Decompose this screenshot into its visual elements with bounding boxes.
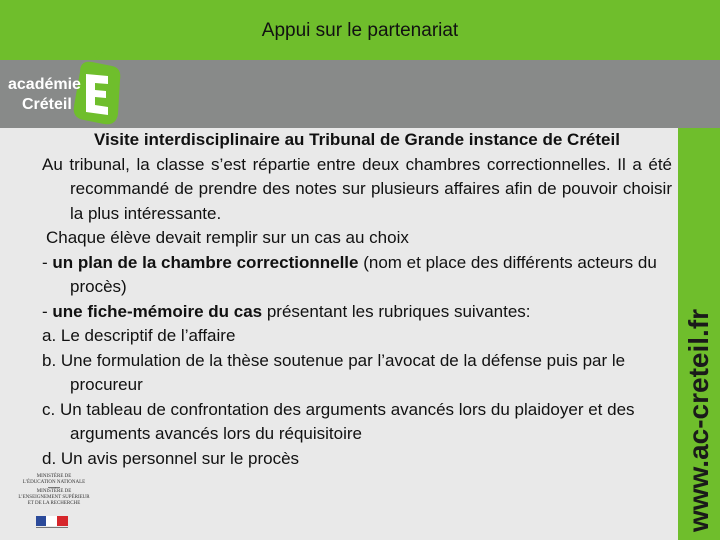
item1-rest: (nom et place des différents acteurs du procès) xyxy=(70,252,657,296)
item2-bold: une fiche-mémoire du cas xyxy=(52,301,263,321)
logo-line1: académie xyxy=(8,76,81,93)
ministry-line4: L’ENSEIGNEMENT SUPÉRIEUR xyxy=(18,495,90,500)
side-url xyxy=(678,128,720,540)
item2-rest: présentant les rubriques suivantes: xyxy=(262,301,531,321)
academie-creteil-logo xyxy=(0,52,150,128)
ministry-line5: ET DE LA RECHERCHE xyxy=(27,501,81,506)
ministry-divider xyxy=(48,487,60,488)
list-item-plan xyxy=(42,251,672,300)
item1-bold: un plan de la chambre correctionnelle xyxy=(52,252,359,272)
task-line: Chaque élève devait remplir sur un cas au choix xyxy=(46,228,409,247)
ministry-logo xyxy=(10,474,98,507)
item1-dash: - xyxy=(42,252,53,272)
logo-line2: Créteil xyxy=(22,96,72,113)
marianne-flag-icon xyxy=(36,516,68,530)
rubric-d: d. Un avis personnel sur le procès xyxy=(42,448,300,468)
rubric-a: a. Le descriptif de l’affaire xyxy=(42,326,236,345)
ministry-line2: L’ÉDUCATION NATIONALE xyxy=(22,480,86,485)
ministry-line1: MINISTÈRE DE xyxy=(36,474,72,479)
intro-paragraph: Au tribunal, la classe s’est répartie entre deux chambres correctionnelles. Il a été recommandé de prendre des notes sur plusieurs affaires afin de pouvoir choisir la plus intéressante. xyxy=(42,154,672,223)
side-url-text: www.ac-creteil.fr xyxy=(683,308,714,532)
content-heading: Visite interdisciplinaire au Tribunal de Grande instance de Créteil xyxy=(94,130,620,149)
rubric-c: c. Un tableau de confrontation des arguments avancés lors du plaidoyer et des arguments avancés lors du réquisitoire xyxy=(42,399,635,443)
content-body xyxy=(42,128,672,471)
list-item-fiche xyxy=(42,300,672,325)
slide-title: Appui sur le partenariat xyxy=(261,20,459,41)
rubric-b: b. Une formulation de la thèse soutenue par l’avocat de la défense puis par le procureur xyxy=(42,350,626,394)
ministry-line3: MINISTÈRE DE xyxy=(36,489,72,494)
item2-dash: - xyxy=(42,301,53,321)
